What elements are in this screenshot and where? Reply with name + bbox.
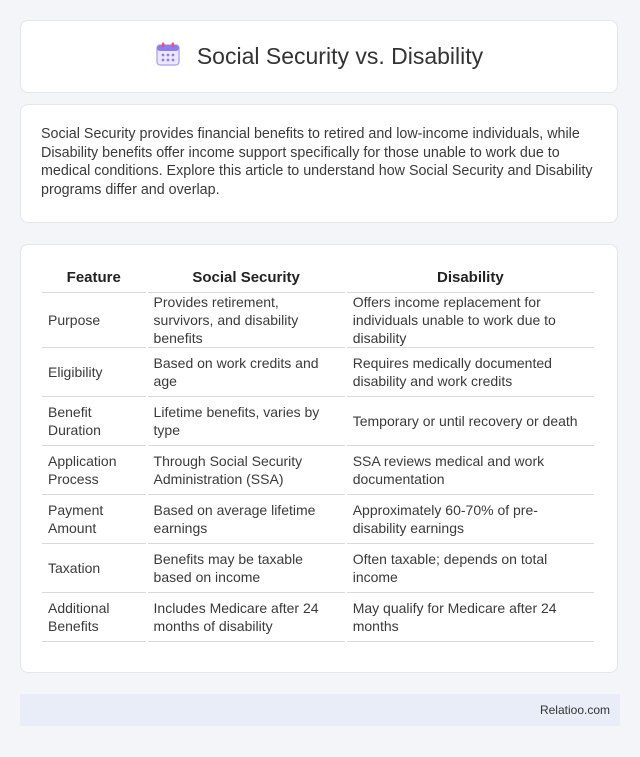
table-header-row xyxy=(42,261,594,293)
calendar-icon xyxy=(155,41,181,72)
footer-brand: Relatioo.com xyxy=(539,703,610,717)
page-title: Social Security vs. Disability xyxy=(196,43,484,69)
table-row xyxy=(42,293,594,348)
footer xyxy=(20,694,620,726)
table-card xyxy=(20,244,618,673)
comparison-table xyxy=(40,261,596,642)
social-security-cell: Benefits may be taxable based on income xyxy=(148,544,345,593)
header-social-security: Social Security xyxy=(148,261,345,293)
intro-text: Social Security provides financial benefits to retired and low-income individuals, while Disability benefits offer income support specifically for those unable to work due to medical conditions. Explore this article to understand how Social Security and Disability programs differ and overlap. xyxy=(41,126,593,198)
social-security-cell: Based on work credits and age xyxy=(148,348,345,397)
header-disability: Disability xyxy=(347,261,594,293)
table-row xyxy=(42,593,594,642)
social-security-cell: Through Social Security Administration (SSA) xyxy=(148,446,345,495)
disability-cell: Offers income replacement for individuals unable to work due to disability xyxy=(347,293,594,348)
table-row xyxy=(42,397,594,446)
social-security-cell: Based on average lifetime earnings xyxy=(148,495,345,544)
disability-cell: Approximately 60-70% of pre-disability earnings xyxy=(347,495,594,544)
table-row xyxy=(42,446,594,495)
social-security-cell: Lifetime benefits, varies by type xyxy=(148,397,345,446)
intro-card xyxy=(20,104,618,223)
table-row xyxy=(42,544,594,593)
disability-cell: May qualify for Medicare after 24 months xyxy=(347,593,594,642)
social-security-cell: Provides retirement, survivors, and disability benefits xyxy=(148,293,345,348)
feature-cell: Payment Amount xyxy=(42,495,146,544)
disability-cell: Requires medically documented disability and work credits xyxy=(347,348,594,397)
header-feature: Feature xyxy=(42,261,146,293)
disability-cell: Often taxable; depends on total income xyxy=(347,544,594,593)
disability-cell: Temporary or until recovery or death xyxy=(347,397,594,446)
feature-cell: Benefit Duration xyxy=(42,397,146,446)
disability-cell: SSA reviews medical and work documentation xyxy=(347,446,594,495)
social-security-cell: Includes Medicare after 24 months of disability xyxy=(148,593,345,642)
table-row xyxy=(42,348,594,397)
table-row xyxy=(42,495,594,544)
feature-cell: Additional Benefits xyxy=(42,593,146,642)
title-card xyxy=(20,20,618,93)
feature-cell: Application Process xyxy=(42,446,146,495)
title-wrap xyxy=(155,41,483,72)
feature-cell: Eligibility xyxy=(42,348,146,397)
feature-cell: Taxation xyxy=(42,544,146,593)
feature-cell: Purpose xyxy=(42,293,146,348)
